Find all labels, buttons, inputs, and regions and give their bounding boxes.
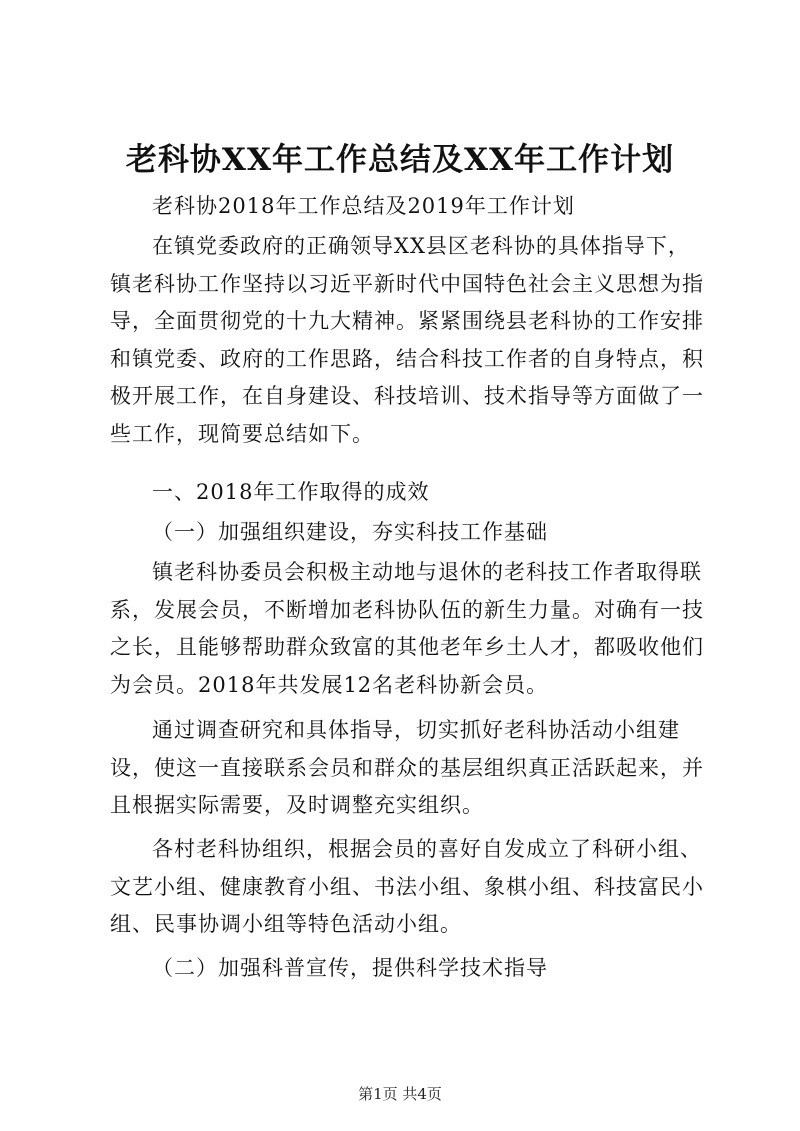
paragraph-1: 镇老科协委员会积极主动地与退休的老科技工作者取得联系，发展会员，不断增加老科协队伍的新生力量。对确有一技之长，且能够帮助群众致富的其他老年乡土人才，都吸收他们为会员。2018年共发展12名老科协新会员。 xyxy=(110,560,704,697)
page-footer: 第1页 共4页 xyxy=(358,1085,442,1103)
subsection-heading-2: （二）加强科普宣传，提供科学技术指导 xyxy=(152,956,548,980)
subsection-heading-1: （一）加强组织建设，夯实科技工作基础 xyxy=(152,520,548,544)
section-heading-1: 一、2018年工作取得的成效 xyxy=(152,480,430,504)
paragraph-2: 通过调查研究和具体指导，切实抓好老科协活动小组建设，使这一直接联系会员和群众的基层组织真正活跃起来，并且根据实际需要，及时调整充实组织。 xyxy=(110,718,704,817)
intro-paragraph: 在镇党委政府的正确领导XX县区老科协的具体指导下，镇老科协工作坚持以习近平新时代中国特色社会主义思想为指导，全面贯彻党的十九大精神。紧紧围绕县老科协的工作安排和镇党委、政府的工作思路，结合科技工作者的自身特点，积极开展工作，在自身建设、科技培训、技术指导等方面做了一些工作，现简要总结如下。 xyxy=(110,234,704,446)
document-subtitle: 老科协2018年工作总结及2019年工作计划 xyxy=(152,194,575,218)
paragraph-3: 各村老科协组织，根据会员的喜好自发成立了科研小组、文艺小组、健康教育小组、书法小组、象棋小组、科技富民小组、民事协调小组等特色活动小组。 xyxy=(110,837,704,936)
document-title: 老科协XX年工作总结及XX年工作计划 xyxy=(125,142,675,178)
